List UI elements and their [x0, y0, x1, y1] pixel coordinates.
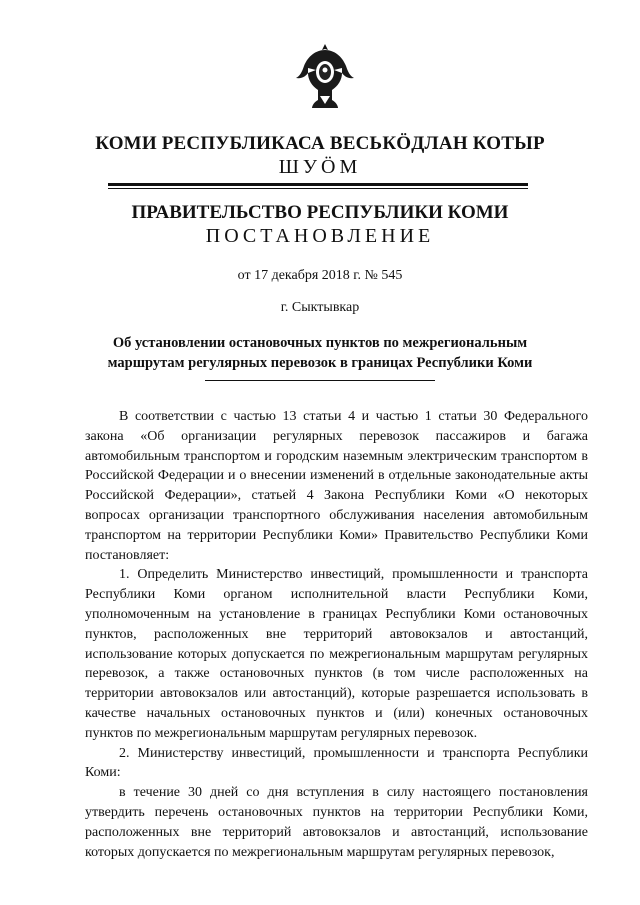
subject-divider	[205, 380, 435, 381]
republic-name: КОМИ РЕСПУБЛИКАСА ВЕСЬКӦДЛАН КОТЫР	[95, 133, 545, 154]
document-subject	[90, 333, 550, 373]
header-divider-thick	[108, 183, 528, 186]
body-paragraph-2: 1. Определить Министерство инвестиций, промышленности и транспорта Республики Коми органом исполнительной власти Республики Коми, уполномоченным на установление в границах Республики Коми остановочных пунктов, расположенных вне территорий автовокзалов и автостанций, использование которых допускается по межрегиональным маршрутам регулярных перевозок, а также остановочных пунктов (в том числе расположенных на территории автовокзалов или автостанций), которые разрешается использовать в качестве начальных остановочных пунктов и (или) конечных остановочных пунктов по межрегиональным маршрутам регулярных перевозок.	[85, 567, 588, 741]
body-paragraph-1: В соответствии с частью 13 статьи 4 и частью 1 статьи 30 Федерального закона «Об организации регулярных перевозок пассажиров и багажа автомобильным транспортом и городским наземным электрическим транспортом в Российской Федерации и о внесении изменений в отдельные законодательные акты Российской Федерации», статьей 4 Закона Республики Коми «О некоторых вопросах организации транспортного обслуживания населения автомобильным транспортом на территории Республики Коми» Правительство Республики Коми постановляет:	[85, 409, 588, 563]
republic-doc-type: ШУӦМ	[278, 156, 362, 178]
subject-line-2: маршрутам регулярных перевозок в границах Республики Коми	[107, 355, 533, 371]
body-paragraph-3: 2. Министерству инвестиций, промышленности и транспорта Республики Коми:	[85, 745, 588, 781]
document-type: ПОСТАНОВЛЕНИЕ	[205, 225, 435, 247]
document-body	[85, 407, 588, 862]
government-name: ПРАВИТЕЛЬСТВО РЕСПУБЛИКИ КОМИ	[131, 202, 509, 223]
header-divider-thin	[108, 188, 528, 189]
document-city: г. Сыктывкар	[280, 300, 360, 315]
body-paragraph-4: в течение 30 дней со дня вступления в силу настоящего постановления утвердить перечень остановочных пунктов на территории Республики Коми, расположенных вне территорий автовокзалов и автостанций, использование которых допускается по межрегиональным маршрутам регулярных перевозок,	[85, 785, 588, 860]
subject-line-1: Об установлении остановочных пунктов по межрегиональным	[112, 335, 528, 351]
document-date-number: от 17 декабря 2018 г. № 545	[237, 268, 403, 283]
komi-coat-of-arms-icon	[294, 40, 356, 110]
